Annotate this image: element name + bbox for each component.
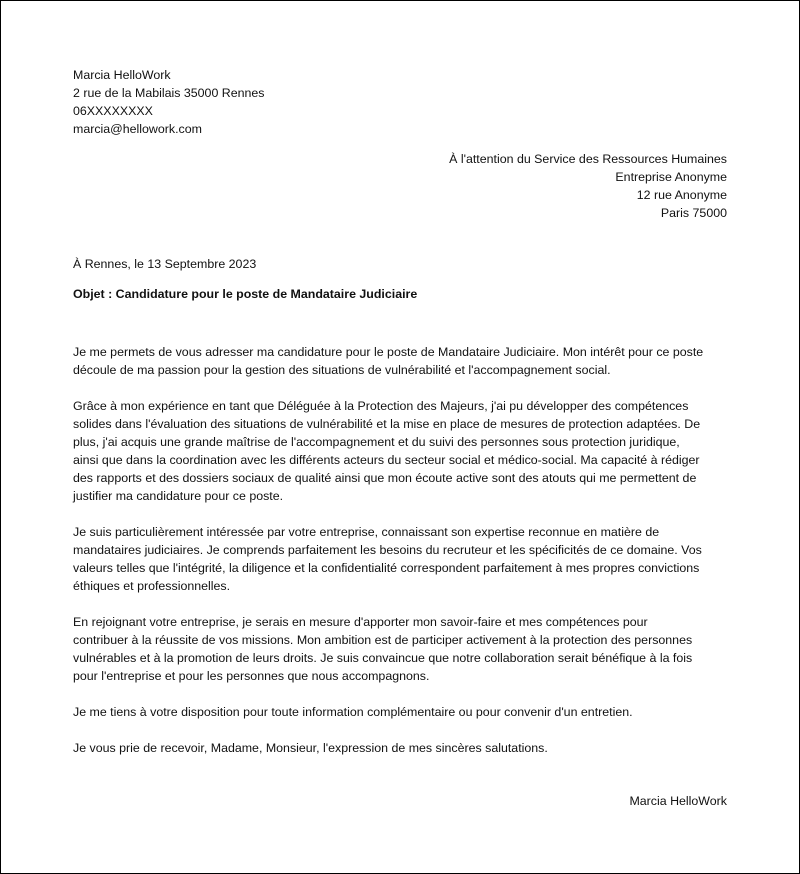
sender-phone: 06XXXXXXXX [73,104,153,118]
paragraph-line: justifier ma candidature pour ce poste. [73,489,284,503]
paragraph-line: solides dans l'évaluation des situations de vulnérabilité et la mise en place de mesures de protection adaptées. De [73,417,701,431]
paragraph-line: découle de ma passion pour la gestion des situations de vulnérabilité et l'accompagnement social. [73,363,611,377]
paragraph-line: Je vous prie de recevoir, Madame, Monsieur, l'expression de mes sincères salutations. [73,741,548,755]
paragraph [73,343,733,379]
subject-line: Objet : Candidature pour le poste de Mandataire Judiciaire [73,287,418,301]
sender-name: Marcia HelloWork [73,68,171,82]
paragraph-line: En rejoignant votre entreprise, je serais en mesure d'apporter mon savoir-faire et mes compétences pour [73,615,648,629]
paragraph [73,703,733,721]
paragraph-line: ainsi que dans la coordination avec les différents acteurs du secteur social et médico-social. Ma capacité à rédiger [73,453,700,467]
paragraph [73,739,733,757]
sender-block [73,66,265,138]
paragraph-line: pour l'entreprise et pour les personnes que nous accompagnons. [73,669,430,683]
recipient-street: 12 rue Anonyme [636,188,727,202]
recipient-attention: À l'attention du Service des Ressources Humaines [449,152,727,166]
paragraph-line: des rapports et des dossiers sociaux de qualité ainsi que mon écoute active sont des atouts qui me permettent de [73,471,697,485]
paragraph-line: Je me permets de vous adresser ma candidature pour le poste de Mandataire Judiciaire. Mon intérêt pour ce poste [73,345,704,359]
letter-body [73,343,733,775]
recipient-city: Paris 75000 [660,206,727,220]
paragraph-line: vulnérables et à la promotion de leurs droits. Je suis convaincue que notre collaboration serait bénéfique à la fois [73,651,693,665]
paragraph-line: valeurs telles que l'intégrité, la diligence et la confidentialité correspondent parfaitement à mes propres convictions [73,561,700,575]
sender-address: 2 rue de la Mabilais 35000 Rennes [73,86,265,100]
paragraph-line: Je suis particulièrement intéressée par votre entreprise, connaissant son expertise reconnue en matière de [73,525,660,539]
paragraph [73,523,733,595]
recipient-block [449,150,727,222]
paragraph-line: Je me tiens à votre disposition pour toute information complémentaire ou pour convenir d'un entretien. [73,705,633,719]
date-line: À Rennes, le 13 Septembre 2023 [73,257,257,271]
recipient-company: Entreprise Anonyme [615,170,727,184]
paragraph [73,613,733,685]
paragraph-line: plus, j'ai acquis une grande maîtrise de l'accompagnement et du suivi des personnes sous protection juridique, [73,435,680,449]
paragraph [73,397,733,505]
paragraph-line: éthiques et professionnelles. [73,579,231,593]
paragraph-line: contribuer à la réussite de vos missions. Mon ambition est de participer activement à la protection des personnes [73,633,693,647]
sender-email: marcia@hellowork.com [73,122,202,136]
paragraph-line: mandataires judiciaires. Je comprends parfaitement les besoins du recruteur et les spécificités de ce domaine. Vos [73,543,702,557]
signature: Marcia HelloWork [629,794,727,808]
paragraph-line: Grâce à mon expérience en tant que Déléguée à la Protection des Majeurs, j'ai pu développer des compétences [73,399,689,413]
